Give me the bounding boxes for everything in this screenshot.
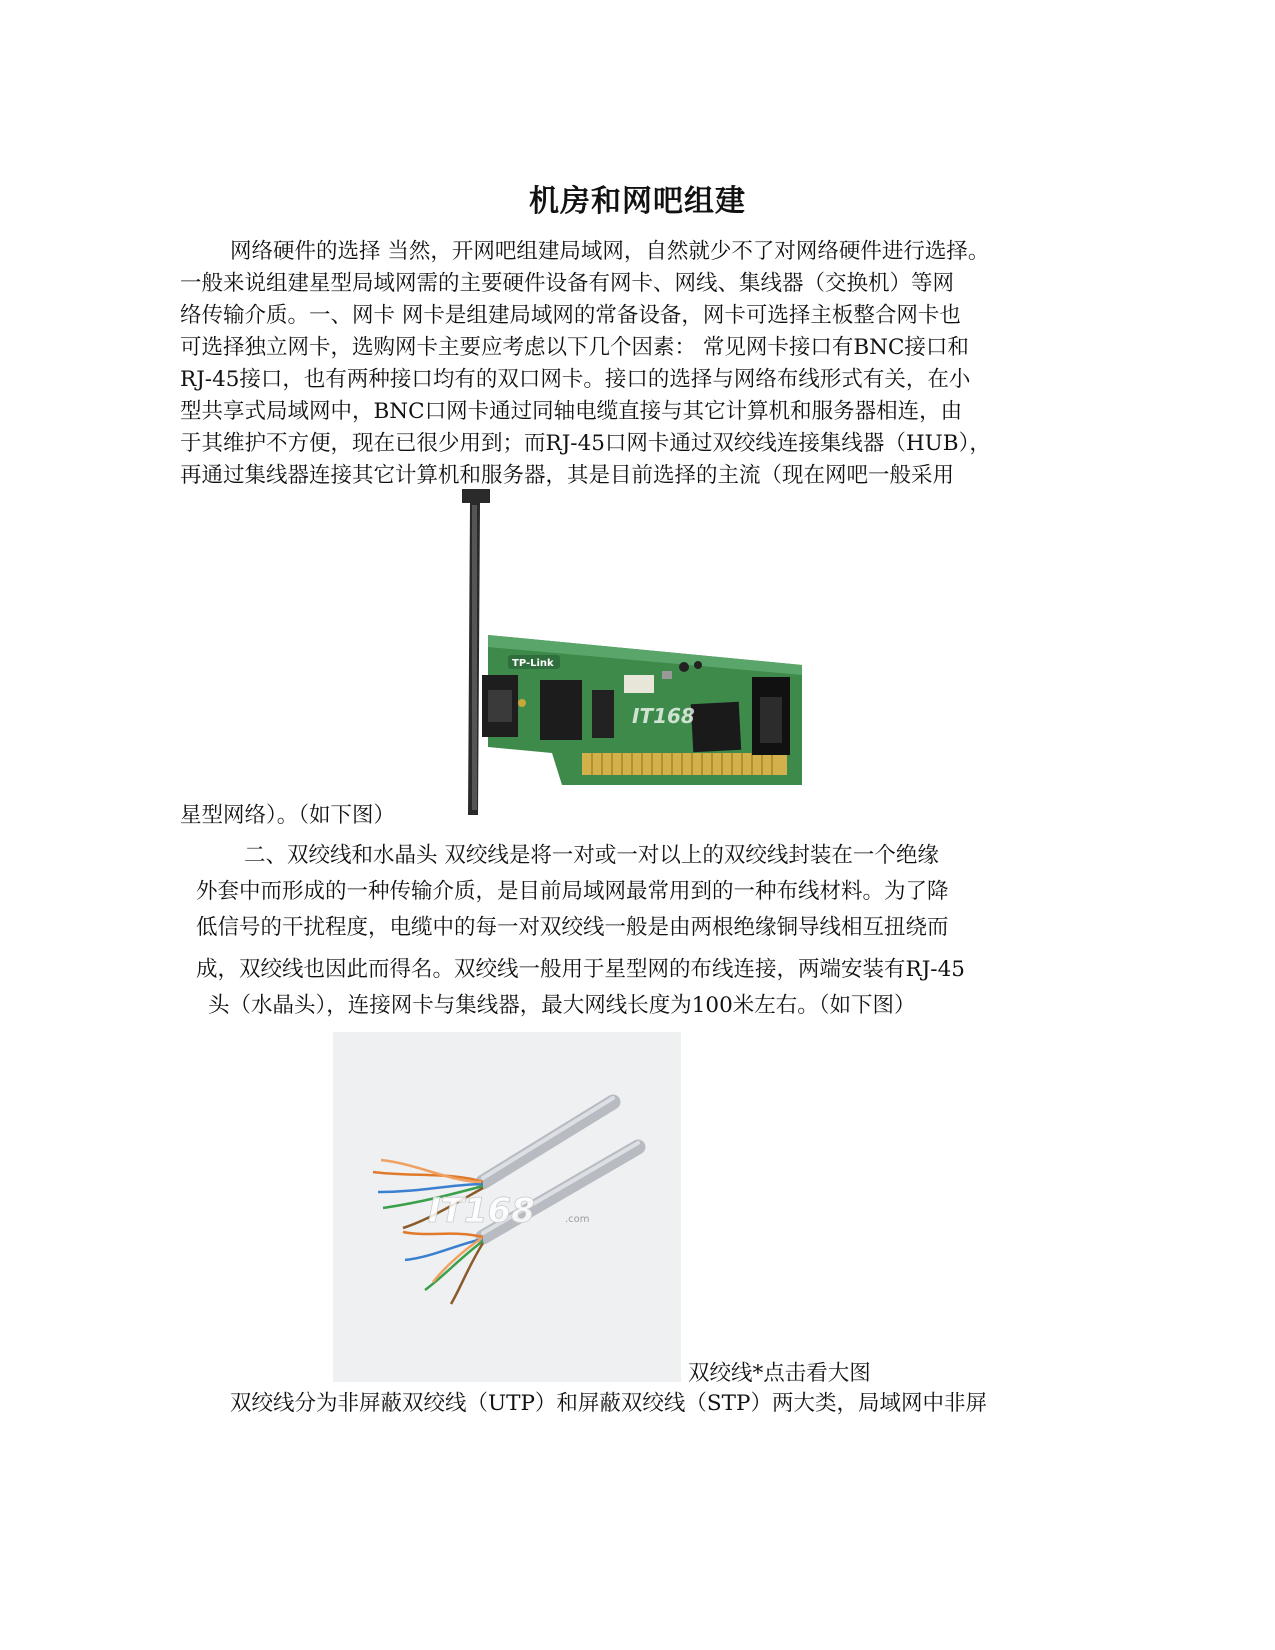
paragraph-line: 型共享式局域网中，BNC口网卡通过同轴电缆直接与其它计算机和服务器相连，由 xyxy=(180,399,963,424)
paragraph-line: RJ-45接口，也有两种接口均有的双口网卡。接口的选择与网络布线形式有关，在小 xyxy=(180,367,971,392)
paragraph-line: 可选择独立网卡，选购网卡主要应考虑以下几个因素： 常见网卡接口有BNC接口和 xyxy=(180,335,969,360)
paragraph-line: 二、双绞线和水晶头 双绞线是将一对或一对以上的双绞线封装在一个绝缘 xyxy=(244,843,939,868)
nic-watermark: IT168 xyxy=(632,704,695,728)
paragraph-line: 头（水晶头），连接网卡与集线器，最大网线长度为100米左右。（如下图） xyxy=(208,993,916,1018)
paragraph-line: 再通过集线器连接其它计算机和服务器，其是目前选择的主流（现在网吧一般采用 xyxy=(180,463,955,488)
paragraph-line: 外套中而形成的一种传输介质，是目前局域网最常用到的一种布线材料。为了降 xyxy=(196,879,949,904)
cable-caption-link[interactable]: 双绞线*点击看大图 xyxy=(688,1361,871,1386)
twisted-pair-cable-image[interactable] xyxy=(333,1032,681,1382)
nic-brand-text: TP-Link xyxy=(512,658,554,669)
paragraph-line: 低信号的干扰程度，电缆中的每一对双绞线一般是由两根绝缘铜导线相互扭绕而 xyxy=(196,915,949,940)
paragraph-line: 双绞线分为非屏蔽双绞线（UTP）和屏蔽双绞线（STP）两大类，局域网中非屏 xyxy=(230,1391,987,1416)
paragraph-line: 络传输介质。一、网卡 网卡是组建局域网的常备设备，网卡可选择主板整合网卡也 xyxy=(180,303,961,328)
paragraph-line: 于其维护不方便，现在已很少用到；而RJ-45口网卡通过双绞线连接集线器（HUB）， xyxy=(180,431,991,456)
cable-watermark-suffix: .com xyxy=(565,1214,590,1225)
paragraph-line: 网络硬件的选择 当然，开网吧组建局域网，自然就少不了对网络硬件进行选择。 xyxy=(230,239,990,264)
document-title: 机房和网吧组建 xyxy=(529,184,746,219)
paragraph-line: 星型网络）。（如下图） xyxy=(180,803,396,828)
cable-watermark: IT168 xyxy=(428,1191,535,1231)
paragraph-line: 一般来说组建星型局域网需的主要硬件设备有网卡、网线、集线器（交换机）等网 xyxy=(180,271,955,296)
paragraph-line: 成，双绞线也因此而得名。双绞线一般用于星型网的布线连接，两端安装有RJ-45 xyxy=(196,957,965,982)
network-card-image xyxy=(452,485,812,820)
